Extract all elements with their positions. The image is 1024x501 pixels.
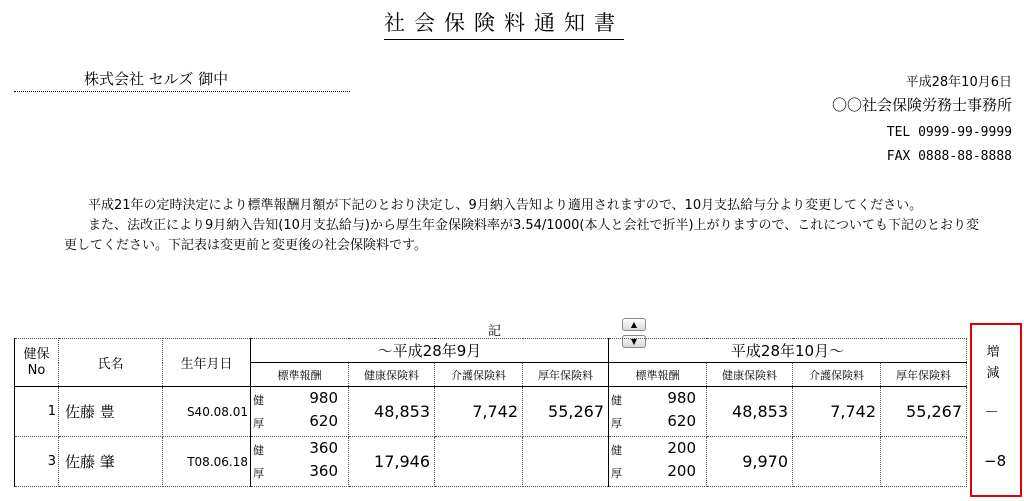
health-mark: 健 — [611, 394, 622, 407]
row-name: 佐藤 肇 — [59, 437, 163, 487]
salary-cell-after — [609, 437, 707, 487]
col-header-incdec: 増減 — [986, 345, 1000, 381]
row-name: 佐藤 豊 — [59, 387, 163, 437]
pension-mark: 厚 — [253, 417, 264, 430]
table-row — [15, 437, 967, 487]
col-header-salary-before: 標準報酬 — [251, 363, 349, 387]
office-tel: TEL 0999-99-9999 — [886, 125, 1012, 140]
col-header-care-before: 介護保険料 — [435, 363, 523, 387]
col-header-pension-before: 厚年保険料 — [523, 363, 609, 387]
pension-premium-after: 55,267 — [881, 387, 967, 437]
period-before-header: ～平成28年9月 — [251, 339, 609, 363]
salary-pension-value: 360 — [309, 462, 338, 480]
health-mark: 健 — [253, 394, 264, 407]
ki-label: 記 — [488, 324, 502, 339]
salary-cell-before — [251, 437, 349, 487]
issue-date: 平成28年10月6日 — [905, 75, 1012, 90]
salary-health-value: 360 — [309, 439, 338, 457]
period-after-header: 平成28年10月～ — [609, 339, 967, 363]
col-header-health-before: 健康保険料 — [349, 363, 435, 387]
incdec-value: － — [984, 403, 1000, 421]
document-title: 社会保険料通知書 — [384, 10, 624, 40]
care-premium-before — [435, 437, 523, 487]
care-premium-after — [793, 437, 881, 487]
pension-premium-before: 55,267 — [523, 387, 609, 437]
care-premium-before: 7,742 — [435, 387, 523, 437]
pension-premium-before — [523, 437, 609, 487]
col-header-no: 健保No — [15, 339, 59, 387]
col-header-pension-after: 厚年保険料 — [881, 363, 967, 387]
health-premium-before: 17,946 — [349, 437, 435, 487]
office-fax: FAX 0888-88-8888 — [886, 149, 1012, 164]
notice-body — [64, 196, 984, 256]
triangle-down-icon: ▼ — [630, 336, 638, 346]
row-birth: S40.08.01 — [163, 387, 251, 437]
care-premium-after: 7,742 — [793, 387, 881, 437]
health-premium-after: 48,853 — [707, 387, 793, 437]
health-premium-before: 48,853 — [349, 387, 435, 437]
notice-paragraph-2: また、法改正により9月納入告知(10月支払給与)から厚生年金保険料率が3.54/1000(本人と会社で折半)上がりますので、これについても下記のとおり変更してください。下記表は変更前と変更後の社会保険料です。 — [64, 218, 979, 253]
pension-mark: 厚 — [611, 417, 622, 430]
col-header-birth: 生年月日 — [163, 339, 251, 387]
office-name: 〇〇社会保険労務士事務所 — [831, 96, 1012, 114]
notice-paragraph-1: 平成21年の定時決定により標準報酬月額が下記のとおり決定し、9月納入告知より適用されますので、10月支払給与分より変更してください。 — [88, 198, 923, 213]
salary-cell-before — [251, 387, 349, 437]
table-row — [15, 387, 967, 437]
row-no: 1 — [15, 387, 59, 437]
salary-health-value: 200 — [667, 439, 696, 457]
salary-cell-after — [609, 387, 707, 437]
triangle-up-icon: ▲ — [630, 319, 638, 329]
salary-pension-value: 200 — [667, 462, 696, 480]
row-birth: T08.06.18 — [163, 437, 251, 487]
pension-mark: 厚 — [253, 467, 264, 480]
recipient: 株式会社 セルズ 御中 — [14, 68, 350, 92]
salary-health-value: 980 — [309, 389, 338, 407]
col-header-health-after: 健康保険料 — [707, 363, 793, 387]
salary-pension-value: 620 — [667, 412, 696, 430]
salary-health-value: 980 — [667, 389, 696, 407]
health-mark: 健 — [253, 444, 264, 457]
col-header-care-after: 介護保険料 — [793, 363, 881, 387]
scroll-up-button[interactable] — [622, 318, 646, 331]
incdec-value: −8 — [984, 452, 1007, 470]
col-header-salary-after: 標準報酬 — [609, 363, 707, 387]
health-mark: 健 — [611, 444, 622, 457]
pension-premium-after — [881, 437, 967, 487]
salary-pension-value: 620 — [309, 412, 338, 430]
row-no: 3 — [15, 437, 59, 487]
health-premium-after: 9,970 — [707, 437, 793, 487]
col-header-name: 氏名 — [59, 339, 163, 387]
pension-mark: 厚 — [611, 467, 622, 480]
insurance-table — [14, 338, 967, 487]
